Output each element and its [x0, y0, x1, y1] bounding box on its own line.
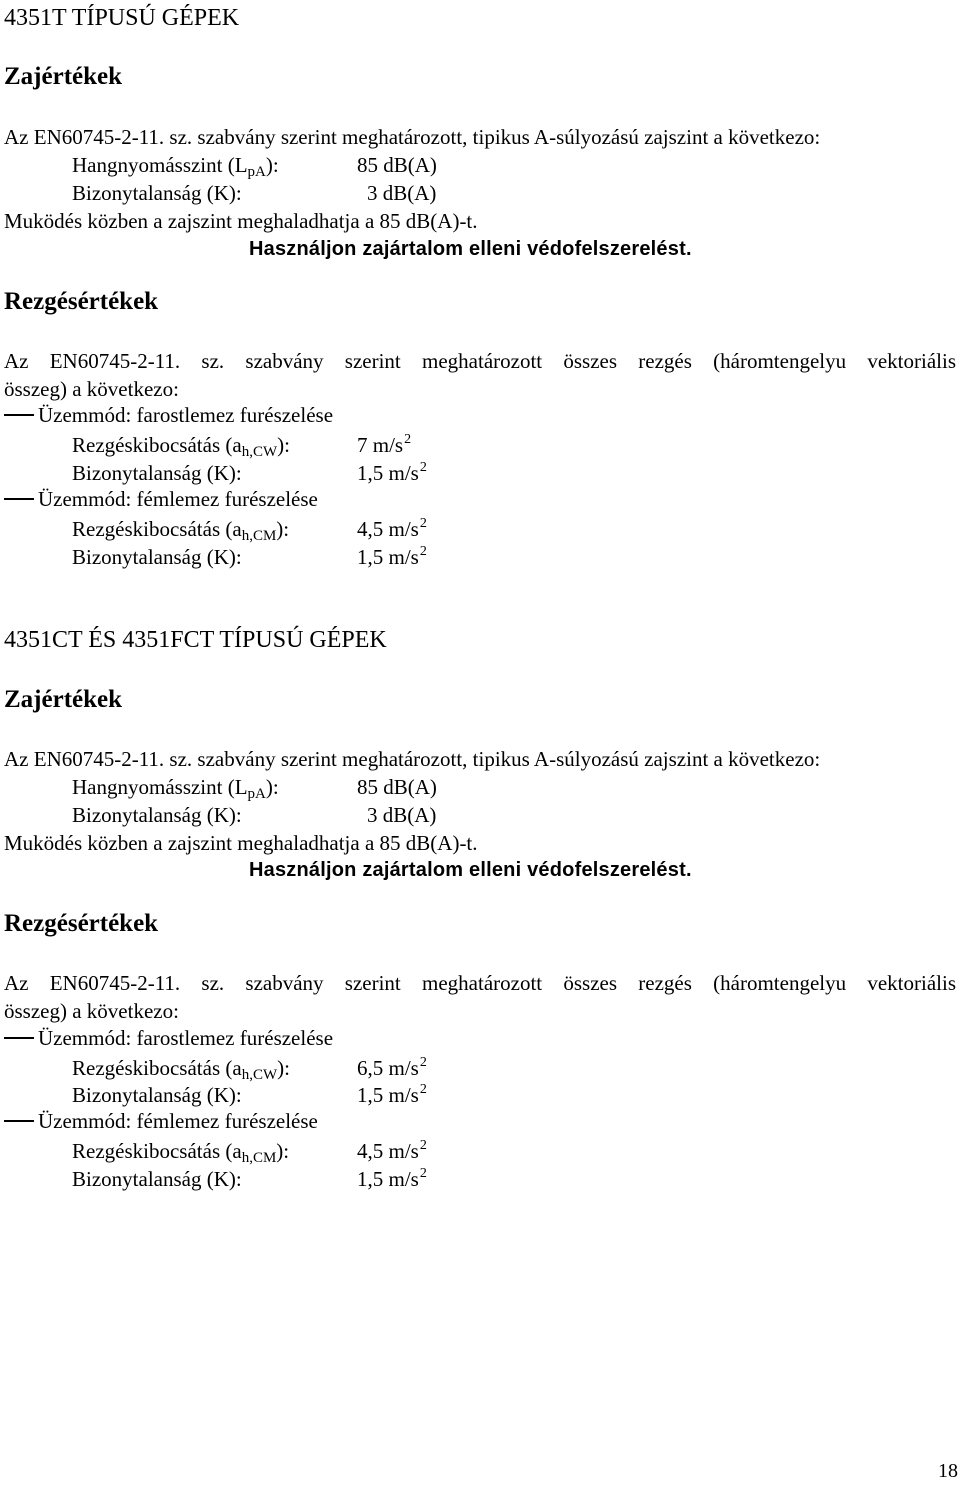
- noise-uncertainty-label: Bizonytalanság (K):: [72, 181, 242, 205]
- section-title: 4351CT ÉS 4351FCT TÍPUSÚ GÉPEK: [4, 627, 387, 653]
- noise-heading: Zajértékek: [4, 63, 123, 90]
- vibration-heading: Rezgésértékek: [4, 910, 159, 937]
- noise-uncertainty-value: 3 dB(A): [367, 181, 437, 205]
- vibration-uncertainty-value: 1,5 $m/s^2$: [357, 1166, 427, 1191]
- vibration-emission-value: 7 $m/s^2$: [357, 432, 412, 457]
- vibration-heading: Rezgésértékek: [4, 288, 159, 315]
- sound-pressure-label: Hangnyomásszint (LpA):: [72, 775, 279, 802]
- sound-pressure-value: 85 dB(A): [357, 775, 437, 799]
- vibration-emission-value: 4,5 $m/s^2$: [357, 1138, 427, 1163]
- vibration-emission-value: 6,5 $m/s^2$: [357, 1055, 427, 1080]
- vibration-uncertainty-label: Bizonytalanság (K):: [72, 1167, 242, 1191]
- vibration-uncertainty-value: 1,5 $m/s^2$: [357, 1082, 427, 1107]
- vibration-uncertainty-value: 1,5 $m/s^2$: [357, 544, 427, 569]
- sound-pressure-value: 85 dB(A): [357, 153, 437, 177]
- mode-label: Üzemmód: fémlemez furészelése: [38, 1109, 318, 1133]
- list-dash: [4, 1120, 34, 1122]
- noise-uncertainty-value: 3 dB(A): [367, 803, 437, 827]
- vibration-emission-label: Rezgéskibocsátás (ah,CM):: [72, 517, 290, 544]
- section-title: 4351T TÍPUSÚ GÉPEK: [4, 5, 240, 31]
- mode-label: Üzemmód: fémlemez furészelése: [38, 487, 318, 511]
- noise-heading: Zajértékek: [4, 686, 123, 713]
- noise-intro: Az EN60745-2-11. sz. szabvány szerint meghatározott, tipikus A-súlyozású zajszint a következo:: [4, 747, 821, 771]
- list-dash: [4, 414, 34, 416]
- list-dash: [4, 1037, 34, 1039]
- noise-exceed-text: Muködés közben a zajszint meghaladhatja a 85 dB(A)-t.: [4, 209, 478, 233]
- noise-uncertainty-label: Bizonytalanság (K):: [72, 803, 242, 827]
- vibration-intro-line2: összeg) a következo:: [4, 377, 179, 401]
- vibration-emission-label: Rezgéskibocsátás (ah,CW):: [72, 1056, 290, 1083]
- vibration-intro-line2: összeg) a következo:: [4, 999, 179, 1023]
- mode-label: Üzemmód: farostlemez furészelése: [38, 1026, 334, 1050]
- vibration-intro-line1: Az EN60745-2-11. sz. szabvány szerint meghatározott összes rezgés (háromtengelyu vektoriális: [4, 971, 956, 995]
- vibration-uncertainty-label: Bizonytalanság (K):: [72, 461, 242, 485]
- vibration-emission-label: Rezgéskibocsátás (ah,CM):: [72, 1139, 290, 1166]
- vibration-uncertainty-label: Bizonytalanság (K):: [72, 545, 242, 569]
- noise-warning: Használjon zajártalom elleni védofelszerelést.: [249, 859, 692, 881]
- list-dash: [4, 498, 34, 500]
- vibration-uncertainty-label: Bizonytalanság (K):: [72, 1083, 242, 1107]
- vibration-uncertainty-value: 1,5 $m/s^2$: [357, 460, 427, 485]
- vibration-intro-line1: Az EN60745-2-11. sz. szabvány szerint meghatározott összes rezgés (háromtengelyu vektoriális: [4, 349, 956, 373]
- noise-exceed-text: Muködés közben a zajszint meghaladhatja a 85 dB(A)-t.: [4, 831, 478, 855]
- sound-pressure-label: Hangnyomásszint (LpA):: [72, 153, 279, 180]
- noise-warning: Használjon zajártalom elleni védofelszerelést.: [249, 238, 692, 260]
- vibration-emission-label: Rezgéskibocsátás (ah,CW):: [72, 433, 290, 460]
- mode-label: Üzemmód: farostlemez furészelése: [38, 403, 334, 427]
- noise-intro: Az EN60745-2-11. sz. szabvány szerint meghatározott, tipikus A-súlyozású zajszint a következo:: [4, 125, 821, 149]
- vibration-emission-value: 4,5 $m/s^2$: [357, 516, 427, 541]
- page-number: 18: [938, 1460, 958, 1482]
